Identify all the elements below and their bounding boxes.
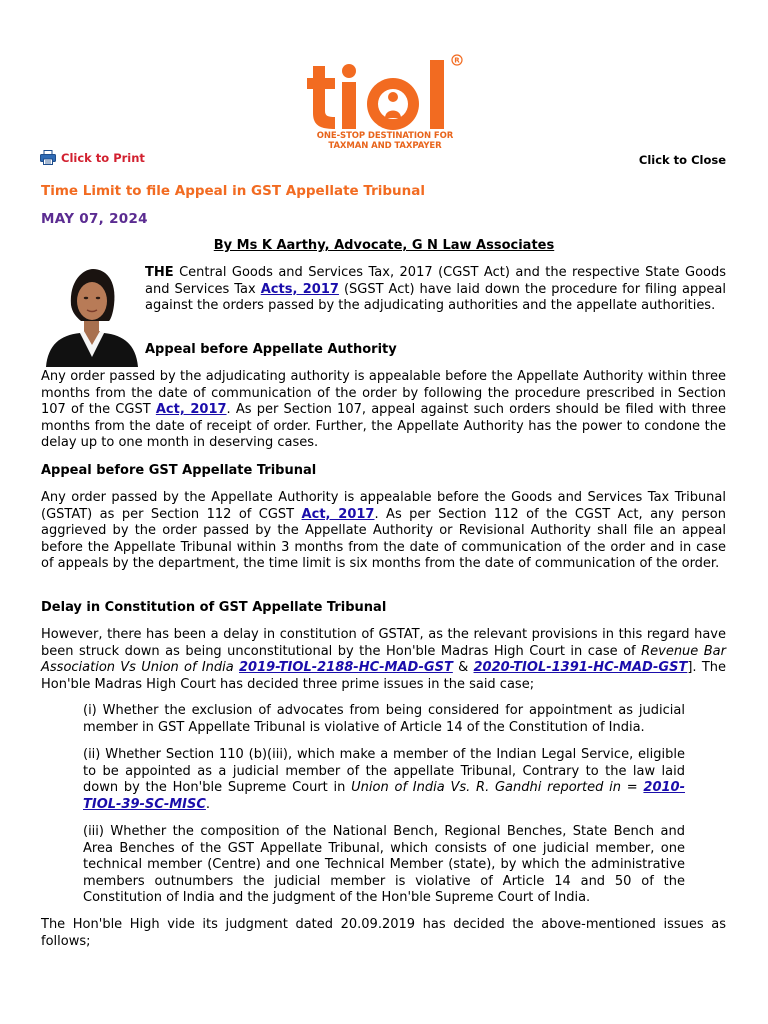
citation-link-2019[interactable]: 2019-TIOL-2188-HC-MAD-GST	[239, 660, 453, 676]
acts-2017-link[interactable]: Acts, 2017	[260, 281, 339, 297]
section3-text-2: ]. The Hon'ble Madras High Court has decided three prime issues in the said case;	[41, 660, 726, 692]
issue2-case: Union of India Vs. R. Gandhi reported in	[351, 780, 621, 796]
section-heading-appellate-tribunal: Appeal before GST Appellate Tribunal	[41, 463, 317, 478]
case-name: Revenue Bar Association Vs Union of India	[41, 643, 726, 676]
section1-text-2: . As per Section 107, appeal against such orders should be filed with three months from the date of receipt of order. Further, the Appellate Authority has the power to condone the delay up to one month in deserving cases.	[41, 402, 726, 451]
issue2-end: .	[205, 796, 211, 812]
article-byline: By Ms K Aarthy, Advocate, G N Law Associates	[213, 238, 555, 253]
logo-tagline	[305, 131, 465, 151]
tagline-line1: ONE-STOP DESTINATION FOR	[316, 131, 454, 141]
issue-1: (i) Whether the exclusion of advocates from being considered for appointment as judicial member in GST Appellate Tribunal is violative of Article 14 of the Constitution of India.	[83, 703, 685, 735]
section2-text-2: . As per Section 112 of the CGST Act, any person aggrieved by the order passed by the Appellate Authority or Revisional Authority shall file an appeal before the Appellate Tribunal within 3 months from the date of communication of the order and in case of appeals by the department, the time limit is six months from the date of communication of the order.	[41, 506, 726, 572]
section-heading-delay-constitution: Delay in Constitution of GST Appellate Tribunal	[41, 600, 387, 615]
print-label: Click to Print	[61, 150, 145, 165]
intro-text-2: (SGST Act) have laid down the procedure for filing appeal against the orders passed by the adjudicating authorities and the appellate authorities.	[145, 281, 726, 314]
print-link[interactable]	[40, 150, 145, 165]
issue-2	[83, 747, 685, 813]
author-portrait-image	[44, 263, 139, 367]
article-date: MAY 07, 2024	[41, 211, 148, 227]
issue2-text: (ii) Whether Section 110 (b)(iii), which make a member of the Indian Legal Service, eligible to be appointed as a judicial member of the appellate Tribunal, Contrary to the law laid down by the Hon'ble Supreme Court in	[83, 747, 685, 796]
section3-text-1: However, there has been a delay in constitution of GSTAT, as the relevant provisions in this regard have been struck down as being unconstitutional by the Hon'ble Madras High Court in case of	[41, 627, 726, 659]
act-2017-link-1[interactable]: Act, 2017	[155, 402, 227, 418]
issue2-eq: =	[620, 780, 644, 796]
closing-paragraph: The Hon'ble High vide its judgment dated 20.09.2019 has decided the above-mentioned issues as follows;	[41, 917, 726, 949]
section2-text-1: Any order passed by the Appellate Authority is appealable before the Goods and Services Tax Tribunal (GSTAT) as per Section 112 of CGST	[41, 490, 726, 522]
tagline-line2: TAXMAN AND TAXPAYER	[328, 141, 442, 151]
section-heading-appellate-authority: Appeal before Appellate Authority	[145, 342, 397, 357]
act-2017-link-2[interactable]: Act, 2017	[301, 506, 375, 522]
article-title: Time Limit to file Appeal in GST Appellate Tribunal	[41, 183, 426, 199]
section1-paragraph	[41, 369, 726, 452]
printer-icon	[40, 150, 56, 165]
close-link[interactable]: Click to Close	[638, 153, 726, 167]
citation-link-2010[interactable]: 2010-TIOL-39-SC-MISC	[83, 780, 685, 812]
author-photo	[44, 263, 139, 367]
svg-text:R: R	[454, 56, 460, 65]
section1-text-1: Any order passed by the adjudicating authority is appealable before the Appellate Authority within three months from the date of communication of the order by following the procedure prescribed in Section 107 of the CGST	[41, 369, 726, 418]
citation-link-2020[interactable]: 2020-TIOL-1391-HC-MAD-GST	[473, 660, 688, 676]
issue-3: (iii) Whether the composition of the National Bench, Regional Benches, State Bench and Area Benches of the GST Appellate Tribunal, which consists of one judicial member, one technical member (Centre) and one Technical Member (state), by which the administrative members outnumbers the judicial member is violative of Article 14 and 50 of the Constitution of India and the judgment of the Hon'ble Supreme Court of India.	[83, 824, 685, 906]
intro-text-1: Central Goods and Services Tax, 2017 (CGST Act) and the respective State Goods and Services Tax	[145, 265, 726, 297]
intro-paragraph	[145, 265, 726, 315]
section3-amp: &	[452, 660, 474, 676]
section3-paragraph	[41, 627, 726, 693]
tiol-wordmark-logo	[305, 52, 465, 132]
intro-lead: THE	[145, 265, 174, 280]
section2-paragraph	[41, 490, 726, 573]
